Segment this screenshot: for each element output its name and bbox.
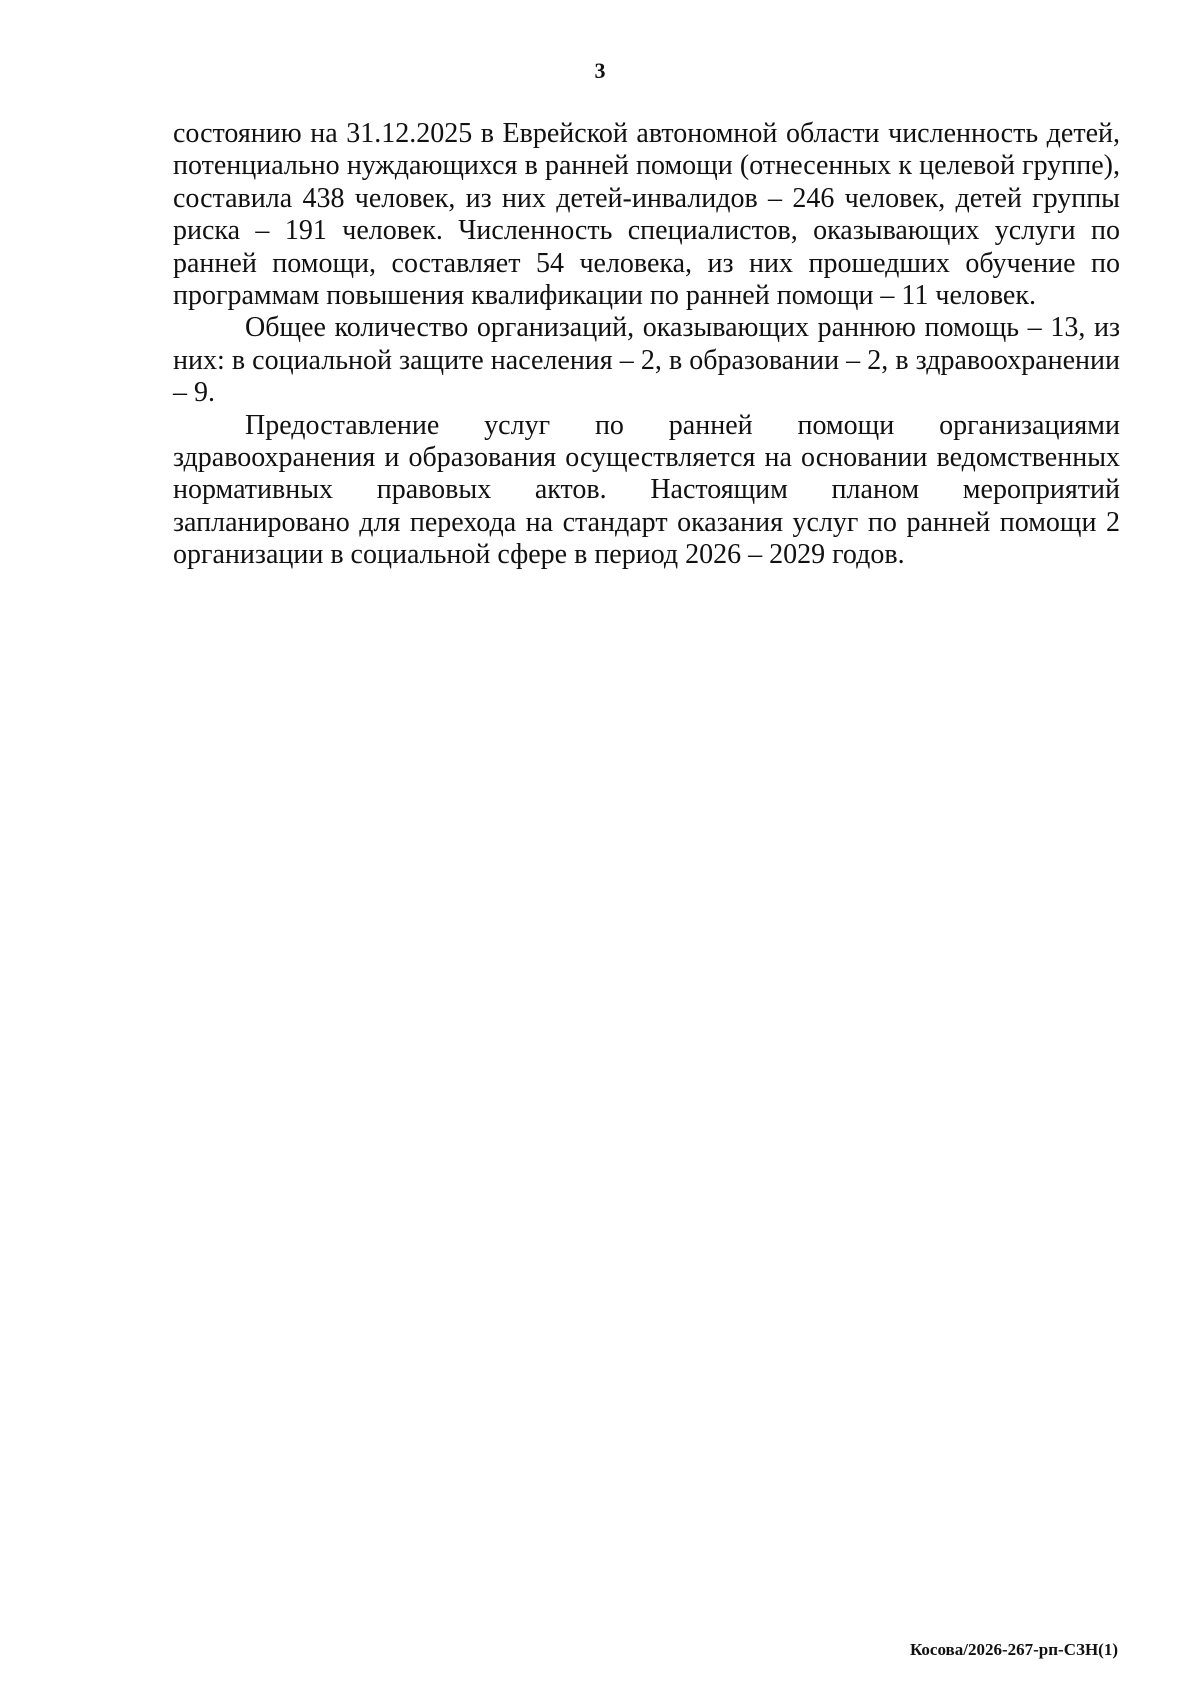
page-number: 3 bbox=[594, 58, 606, 83]
paragraph-organizations: Общее количество организаций, оказывающих раннюю помощь – 13, из них: в социальной защите населения – 2, в образовании – 2, в здравоохранении – 9. bbox=[173, 312, 1120, 409]
document-body bbox=[173, 118, 1120, 572]
paragraph-continuation: состоянию на 31.12.2025 в Еврейской автономной области численность детей, потенциально нуждающихся в ранней помощи (отнесенных к целевой группе), составила 438 человек, из них детей-инвалидов – 246 человек, детей группы риска – 191 человек. Численность специалистов, оказывающих услуги по ранней помощи, составляет 54 человека, из них прошедших обучение по программам повышения квалификации по ранней помощи – 11 человек. bbox=[173, 118, 1120, 312]
paragraph-services: Предоставление услуг по ранней помощи организациями здравоохранения и образования осуществляется на основании ведомственных нормативных правовых актов. Настоящим планом мероприятий запланировано для перехода на стандарт оказания услуг по ранней помощи 2 организации в социальной сфере в период 2026 – 2029 годов. bbox=[173, 409, 1120, 571]
document-code: Косова/2026-267-рп-СЗН(1) bbox=[909, 1640, 1118, 1659]
